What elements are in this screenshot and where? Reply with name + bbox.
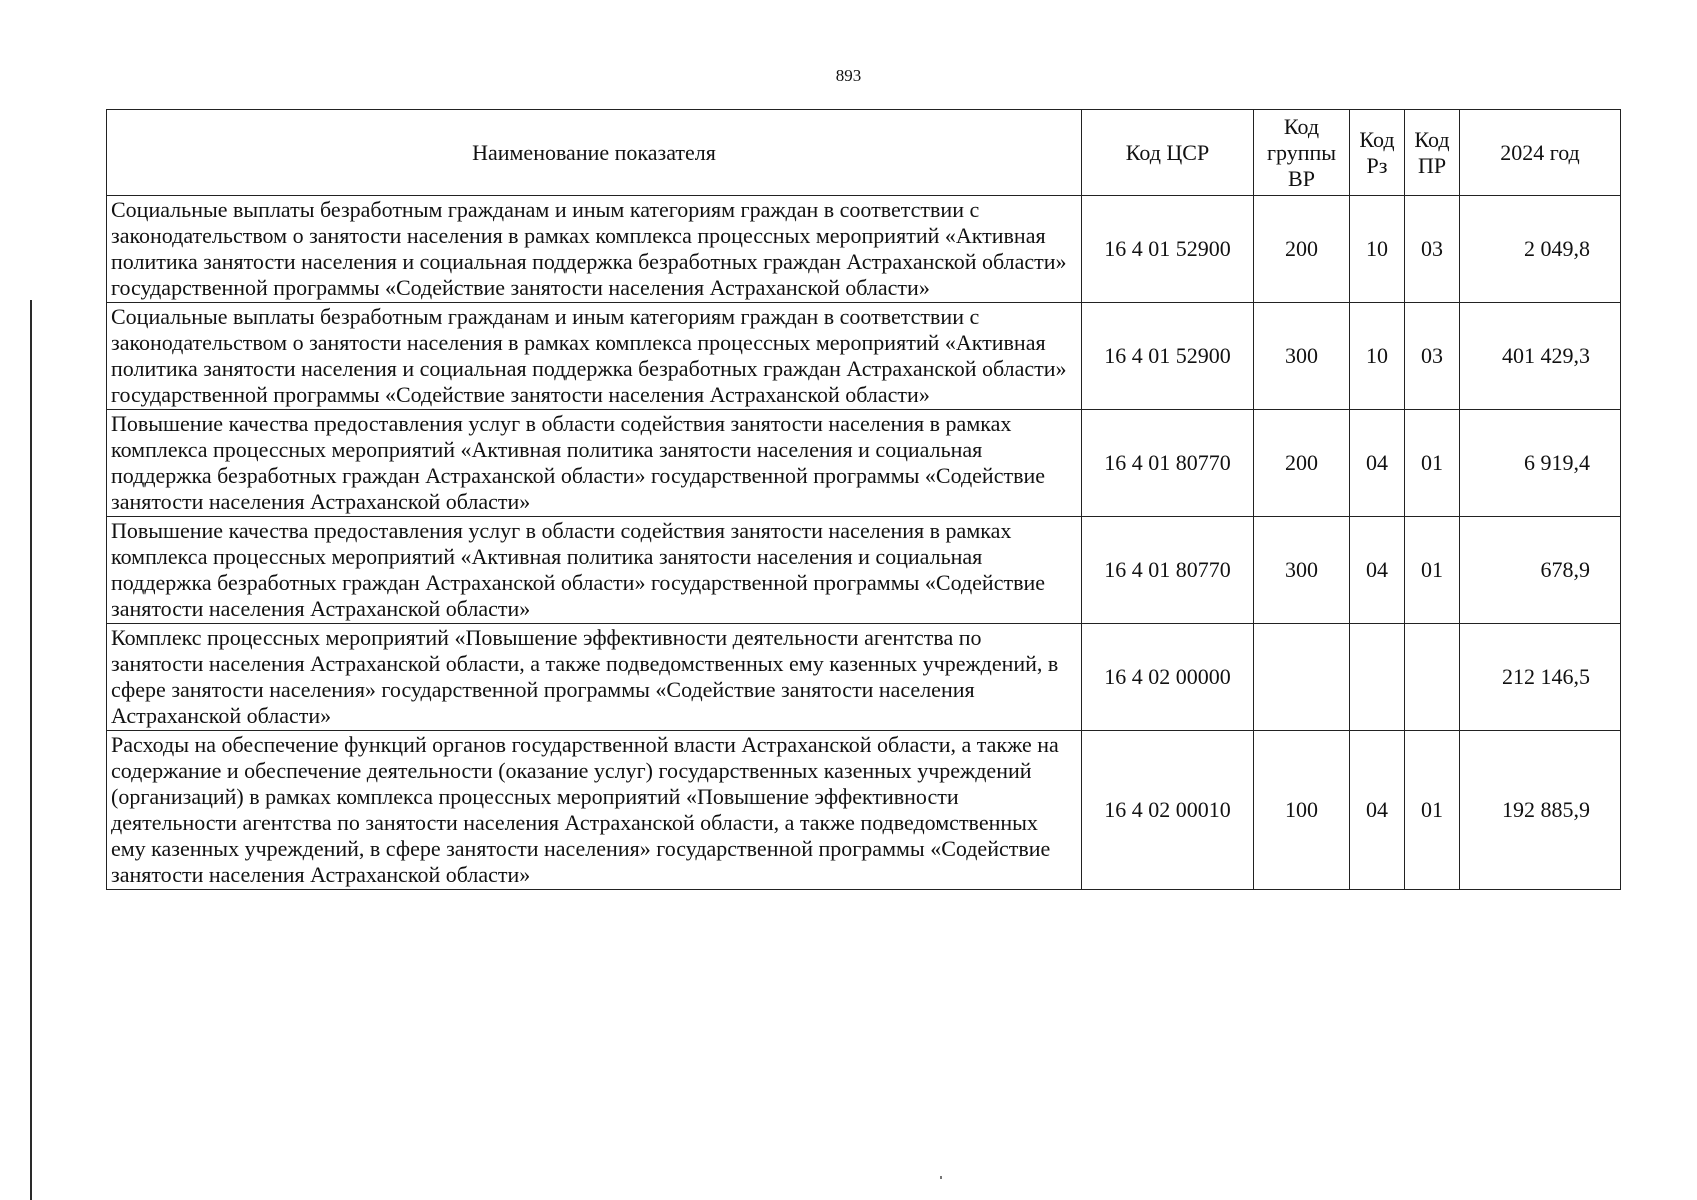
- header-csr-code: Код ЦСР: [1082, 110, 1254, 196]
- table-row: [107, 410, 1621, 517]
- header-rz-code: Код Рз: [1350, 110, 1405, 196]
- row-rz-code: 04: [1350, 517, 1405, 624]
- row-name: Расходы на обеспечение функций органов государственной власти Астраханской области, а также на содержание и обеспечение деятельности (оказание услуг) государственных казенных учреждений (организаций) в рамках комплекса процессных мероприятий «Повышение эффективности деятельности агентства по занятости населения Астраханской области, а также подведомственных ему казенных учреждений, в сфере занятости населения» государственной программы «Содействие занятости населения Астраханской области»: [107, 731, 1082, 890]
- row-csr-code: 16 4 01 52900: [1082, 196, 1254, 303]
- row-pr-code: 03: [1405, 196, 1460, 303]
- row-rz-code: 04: [1350, 410, 1405, 517]
- header-name: Наименование показателя: [107, 110, 1082, 196]
- row-rz-code: 10: [1350, 303, 1405, 410]
- row-pr-code: [1405, 624, 1460, 731]
- table-row: [107, 624, 1621, 731]
- row-vr-code: 100: [1254, 731, 1350, 890]
- row-rz-code: [1350, 624, 1405, 731]
- row-name: Повышение качества предоставления услуг в области содействия занятости населения в рамках комплекса процессных мероприятий «Активная политика занятости населения и социальная поддержка безработных граждан Астраханской области» государственной программы «Содействие занятости населения Астраханской области»: [107, 517, 1082, 624]
- table-row: [107, 196, 1621, 303]
- row-csr-code: 16 4 01 80770: [1082, 517, 1254, 624]
- budget-table: [106, 109, 1621, 890]
- row-vr-code: [1254, 624, 1350, 731]
- table-row: [107, 731, 1621, 890]
- header-pr-code: Код ПР: [1405, 110, 1460, 196]
- row-pr-code: 03: [1405, 303, 1460, 410]
- row-csr-code: 16 4 01 52900: [1082, 303, 1254, 410]
- row-name: Социальные выплаты безработным гражданам и иным категориям граждан в соответствии с законодательством о занятости населения в рамках комплекса процессных мероприятий «Активная политика занятости населения и социальная поддержка безработных граждан Астраханской области» государственной программы «Содействие занятости населения Астраханской области»: [107, 196, 1082, 303]
- row-amount: 192 885,9: [1460, 731, 1621, 890]
- row-name: Социальные выплаты безработным гражданам и иным категориям граждан в соответствии с законодательством о занятости населения в рамках комплекса процессных мероприятий «Активная политика занятости населения и социальная поддержка безработных граждан Астраханской области» государственной программы «Содействие занятости населения Астраханской области»: [107, 303, 1082, 410]
- row-amount: 401 429,3: [1460, 303, 1621, 410]
- row-name: Повышение качества предоставления услуг в области содействия занятости населения в рамках комплекса процессных мероприятий «Активная политика занятости населения и социальная поддержка безработных граждан Астраханской области» государственной программы «Содействие занятости населения Астраханской области»: [107, 410, 1082, 517]
- row-amount: 678,9: [1460, 517, 1621, 624]
- table-row: [107, 517, 1621, 624]
- scan-edge-line: [30, 300, 32, 1200]
- header-vr-group-code: Код группы ВР: [1254, 110, 1350, 196]
- row-csr-code: 16 4 02 00000: [1082, 624, 1254, 731]
- row-vr-code: 300: [1254, 517, 1350, 624]
- row-csr-code: 16 4 02 00010: [1082, 731, 1254, 890]
- row-name: Комплекс процессных мероприятий «Повышение эффективности деятельности агентства по занятости населения Астраханской области, а также подведомственных ему казенных учреждений, в сфере занятости населения» государственной программы «Содействие занятости населения Астраханской области»: [107, 624, 1082, 731]
- scan-speck: [940, 1176, 942, 1179]
- row-rz-code: 10: [1350, 196, 1405, 303]
- row-amount: 2 049,8: [1460, 196, 1621, 303]
- row-pr-code: 01: [1405, 731, 1460, 890]
- table-header-row: [107, 110, 1621, 196]
- row-csr-code: 16 4 01 80770: [1082, 410, 1254, 517]
- row-vr-code: 200: [1254, 410, 1350, 517]
- header-year-2024: 2024 год: [1460, 110, 1621, 196]
- row-rz-code: 04: [1350, 731, 1405, 890]
- row-vr-code: 200: [1254, 196, 1350, 303]
- page-number: 893: [835, 66, 862, 85]
- row-amount: 6 919,4: [1460, 410, 1621, 517]
- row-pr-code: 01: [1405, 410, 1460, 517]
- row-vr-code: 300: [1254, 303, 1350, 410]
- row-pr-code: 01: [1405, 517, 1460, 624]
- table-row: [107, 303, 1621, 410]
- row-amount: 212 146,5: [1460, 624, 1621, 731]
